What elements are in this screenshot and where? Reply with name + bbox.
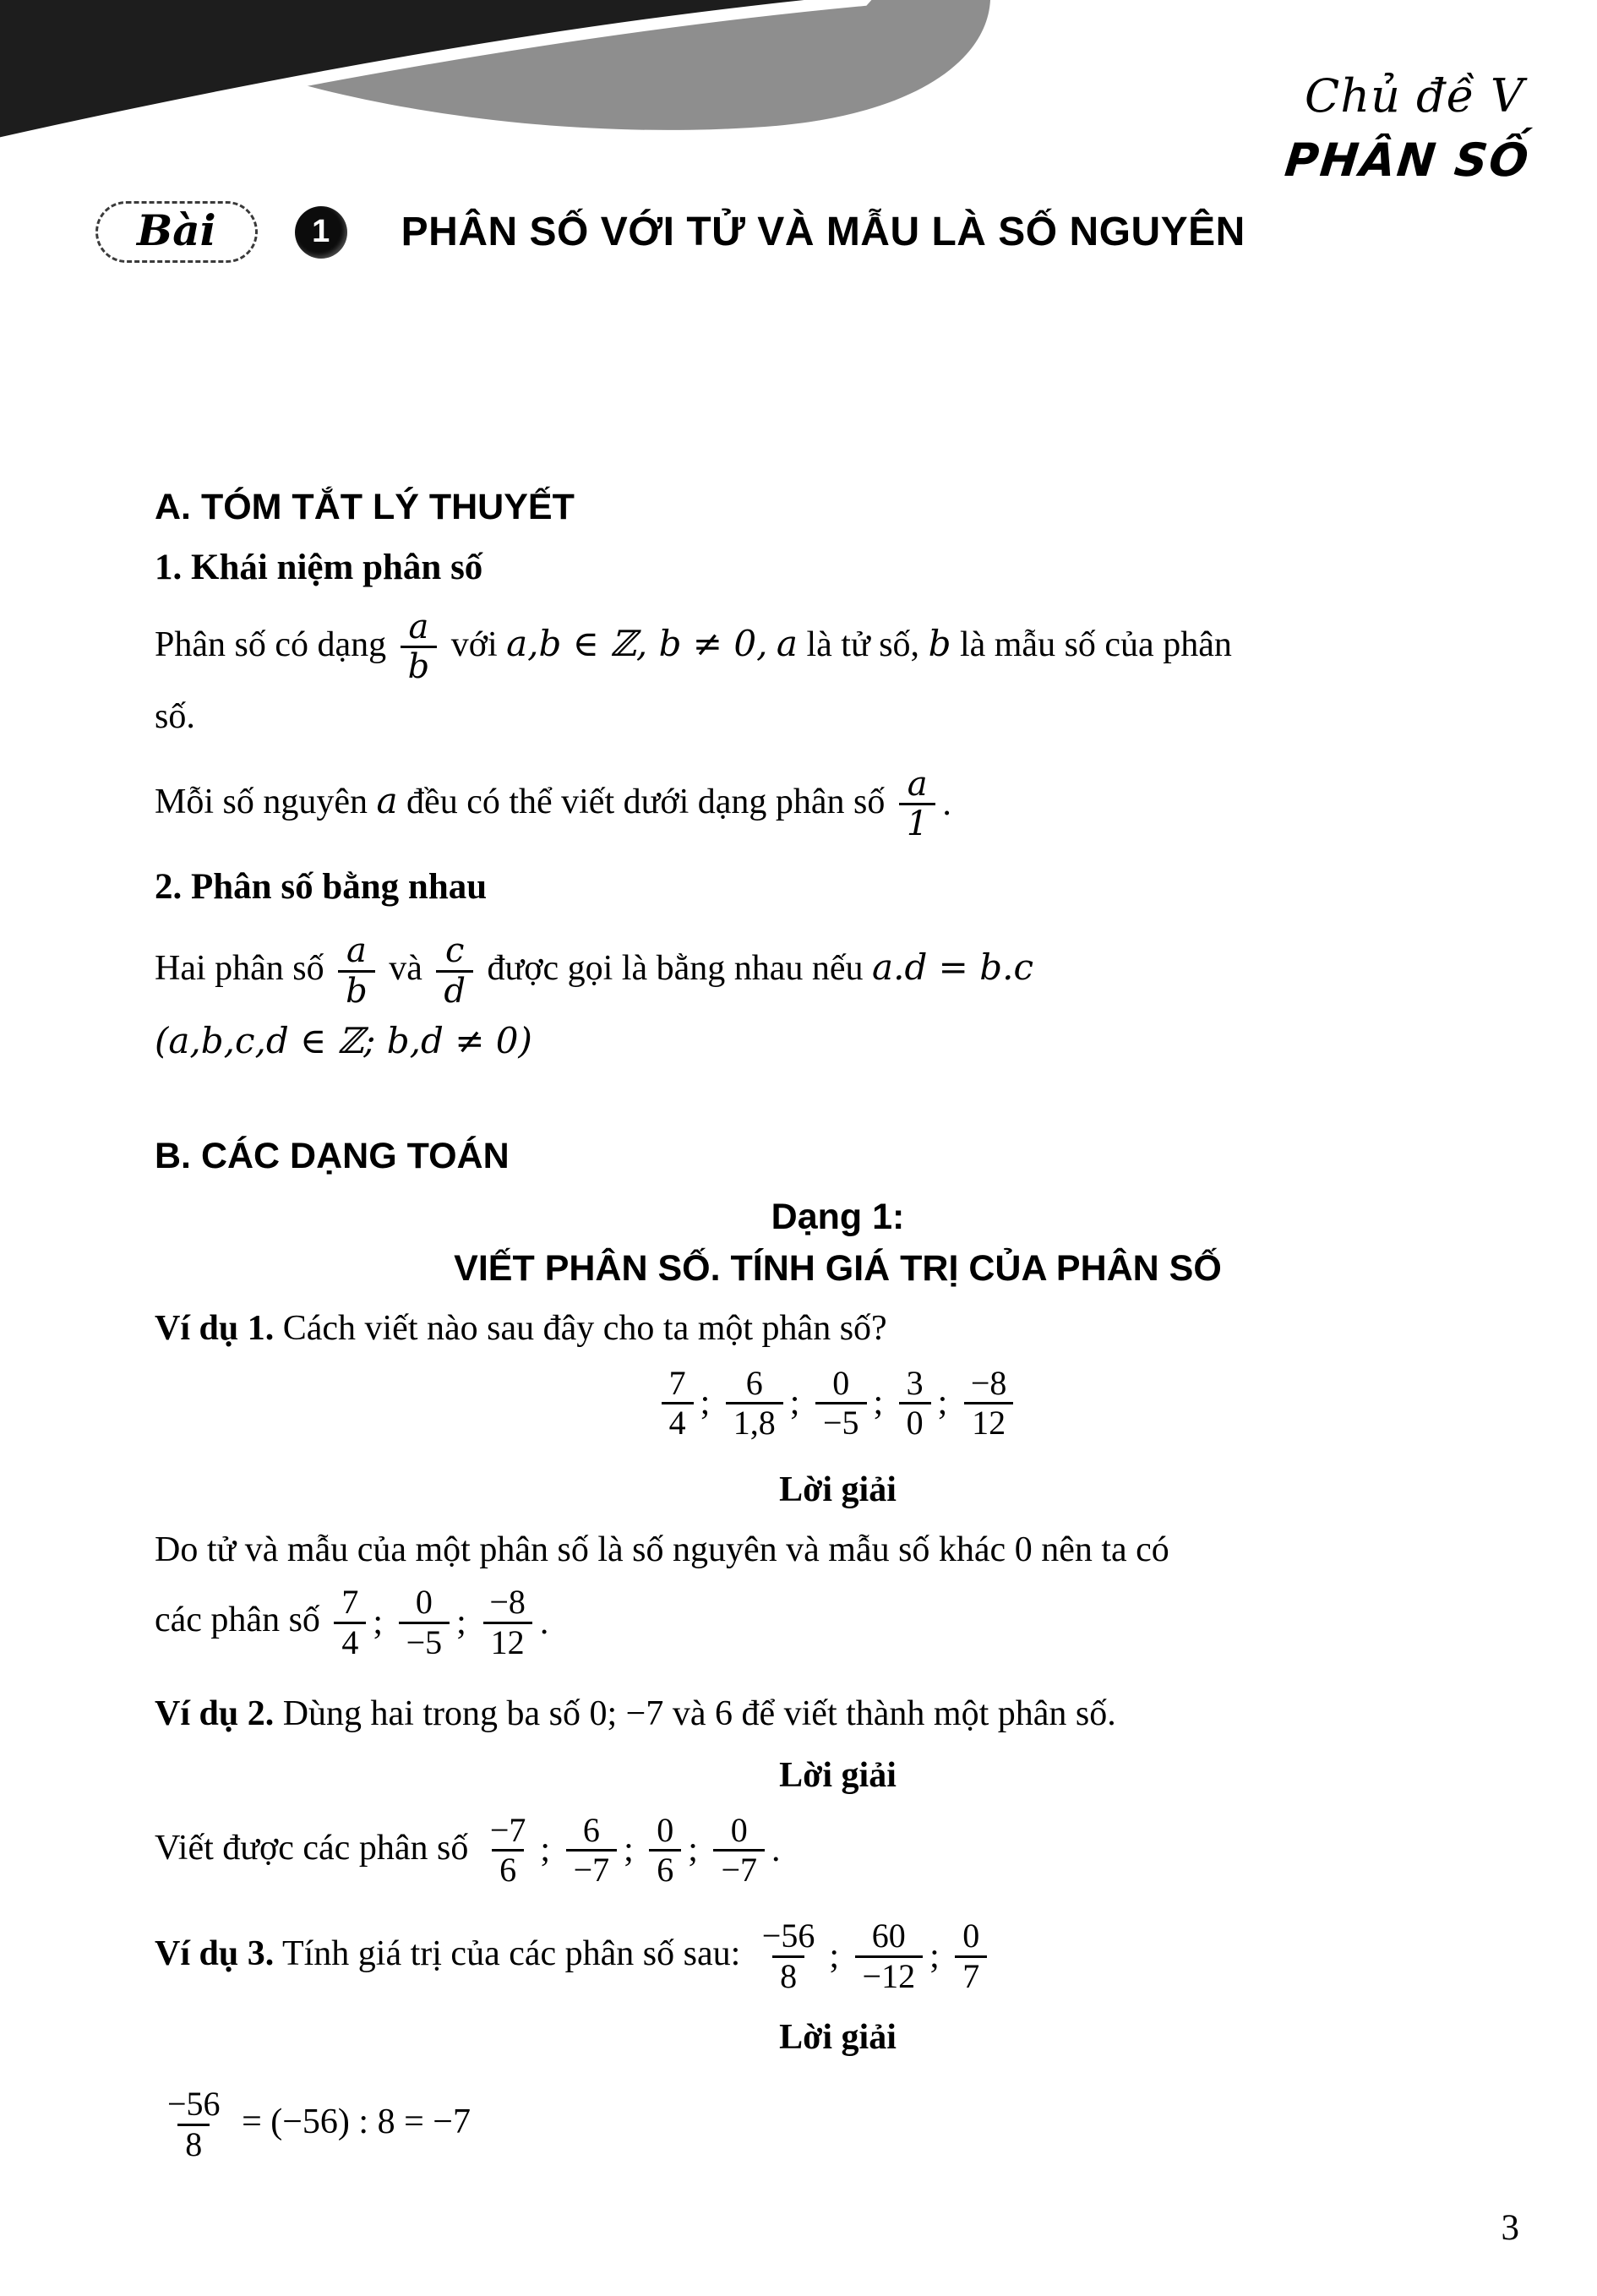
fraction-c-over-d (436, 932, 473, 1011)
separator: ; (829, 1936, 840, 1976)
fraction (713, 1812, 765, 1890)
example-3-statement (155, 1914, 1521, 1999)
fraction-denominator: −7 (566, 1849, 618, 1890)
fraction-denominator: −12 (855, 1955, 924, 1996)
fraction-numerator: c (445, 930, 465, 970)
example-1-question: Cách viết nào sau đây cho ta một phân số? (282, 1309, 887, 1349)
fraction (482, 1584, 533, 1662)
subsection-1-heading: 1. Khái niệm phân số (155, 547, 483, 587)
separator: . (942, 784, 951, 824)
page-number: 3 (1501, 2208, 1519, 2248)
fraction-numerator: 6 (745, 1363, 763, 1402)
example-1-solution-line-1: Do tử và mẫu của một phân số là số nguyên và mẫu số khác 0 nên ta có (155, 1530, 1169, 1569)
fraction-denominator: 7 (955, 1955, 987, 1996)
example-2-question: Dùng hai trong ba số 0; −7 và 6 để viết thành một phân số. (282, 1693, 1116, 1733)
example-1-solution-line-2 (155, 1580, 1521, 1666)
text-run: Mỗi số nguyên (155, 782, 368, 821)
math-run: a (776, 622, 798, 664)
fraction (726, 1365, 783, 1443)
fraction-numerator: 7 (668, 1363, 686, 1402)
fraction-numerator: 3 (906, 1363, 924, 1402)
fraction (662, 1365, 694, 1443)
separator: ; (929, 1936, 940, 1976)
example-2-label: Ví dụ 2. (155, 1693, 275, 1733)
lesson-number-circle (295, 206, 347, 259)
fraction-denominator: 8 (177, 2124, 210, 2164)
fraction-denominator: b (401, 646, 438, 686)
text-run: là mẫu số của phân (959, 624, 1232, 664)
fraction (160, 2086, 228, 2164)
theory-paragraph-2 (155, 762, 1521, 848)
fraction-numerator: −56 (761, 1917, 815, 1955)
math-run: b (928, 622, 951, 664)
math-run: a (376, 779, 398, 821)
example-3-question: Tính giá trị của các phân số sau: (281, 1934, 741, 1974)
fraction-numerator: −8 (489, 1583, 526, 1622)
example-1-fractions (155, 1361, 1521, 1447)
subject-title: PHÂN SỐ (1282, 134, 1533, 187)
fraction (482, 1812, 534, 1890)
fraction-numerator: −8 (970, 1363, 1007, 1402)
fraction (899, 1365, 931, 1443)
fraction-a-over-1 (899, 766, 935, 844)
separator: ; (789, 1383, 800, 1423)
fraction-denominator: b (338, 970, 375, 1011)
separator: ; (456, 1602, 466, 1642)
fraction-numerator: 60 (871, 1917, 906, 1955)
separator: ; (624, 1830, 634, 1870)
example-1-statement (155, 1306, 1521, 1352)
text-run: và (389, 948, 422, 988)
fraction-a-over-b (338, 932, 375, 1011)
fraction-denominator: 0 (899, 1402, 931, 1442)
lesson-badge-label: Bài (137, 205, 216, 255)
fraction-numerator: 0 (962, 1917, 980, 1955)
text-run: Viết được các phân số (155, 1828, 469, 1868)
solution-label: Lời giải (779, 1470, 897, 1510)
separator: ; (937, 1383, 948, 1423)
text-run: là tử số, (806, 624, 920, 664)
separator: ; (540, 1830, 551, 1870)
fraction-numerator: 0 (415, 1583, 433, 1622)
fraction (955, 1917, 987, 1996)
lesson-header (95, 201, 1245, 263)
separator: ; (873, 1383, 884, 1423)
lesson-badge (95, 201, 258, 263)
theory-paragraph-1-continuation: số. (155, 697, 195, 737)
topic-title: Chủ đề V (1305, 69, 1524, 123)
fraction (566, 1812, 618, 1890)
lesson-title: PHÂN SỐ VỚI TỬ VÀ MẪU LÀ SỐ NGUYÊN (401, 210, 1245, 254)
separator: ; (700, 1383, 711, 1423)
lesson-number: 1 (312, 214, 330, 249)
fraction-denominator: 4 (662, 1402, 694, 1442)
page-content (0, 483, 1597, 2168)
math-run: = (−56) : 8 = −7 (242, 2102, 471, 2142)
theory-paragraph-3 (155, 929, 1521, 1014)
fraction-denominator: 4 (334, 1622, 366, 1662)
fraction-denominator: 6 (492, 1849, 524, 1890)
text-run: Hai phân số (155, 948, 324, 988)
fraction-numerator: a (346, 930, 367, 970)
text-run: Phân số có dạng (155, 624, 387, 664)
fraction-denominator: −5 (815, 1402, 867, 1442)
subsection-2-heading: 2. Phân số bằng nhau (155, 867, 488, 908)
fraction (815, 1365, 867, 1443)
theory-condition: (a,b,c,d ∈ ℤ; b,d ≠ 0) (155, 1020, 532, 1062)
fraction-numerator: 6 (582, 1810, 600, 1849)
fraction (855, 1917, 924, 1996)
fraction (649, 1812, 681, 1890)
math-run: a,b ∈ ℤ, b ≠ 0, (506, 622, 768, 664)
fraction-numerator: 7 (341, 1583, 359, 1622)
fraction (334, 1584, 366, 1662)
fraction (755, 1917, 823, 1996)
example-2-solution-line (155, 1808, 1521, 1894)
text-run: đều có thể viết dưới dạng phân số (406, 782, 886, 821)
fraction-denominator: 1 (899, 803, 935, 843)
fraction-denominator: −5 (399, 1622, 450, 1662)
text-run: được gọi là bằng nhau nếu (487, 948, 864, 988)
fraction-numerator: −56 (167, 2085, 221, 2124)
fraction-numerator: 0 (730, 1810, 748, 1849)
fraction-denominator: 6 (649, 1849, 681, 1890)
section-a-heading: A. TÓM TẮT LÝ THUYẾT (155, 487, 575, 527)
fraction-denominator: d (436, 970, 473, 1011)
separator: ; (688, 1830, 698, 1870)
fraction-denominator: 8 (772, 1955, 804, 1996)
solution-label: Lời giải (779, 2017, 897, 2057)
fraction-denominator: 12 (483, 1622, 532, 1662)
fraction-denominator: 12 (964, 1402, 1013, 1442)
section-b-heading: B. CÁC DẠNG TOÁN (155, 1135, 510, 1176)
fraction-numerator: −7 (489, 1810, 526, 1849)
solution-label: Lời giải (779, 1756, 897, 1796)
fraction-numerator: 0 (832, 1363, 850, 1402)
separator: . (771, 1830, 781, 1870)
fraction-numerator: a (907, 764, 928, 804)
text-run: với (450, 624, 498, 664)
example-3-solution-line (155, 2082, 1521, 2168)
fraction (963, 1365, 1015, 1443)
fraction (399, 1584, 450, 1662)
fraction-numerator: 0 (657, 1810, 674, 1849)
example-3-label: Ví dụ 3. (155, 1934, 275, 1974)
separator: . (539, 1602, 549, 1642)
example-2-statement (155, 1691, 1521, 1737)
dang1-subheading: VIẾT PHÂN SỐ. TÍNH GIÁ TRỊ CỦA PHÂN SỐ (454, 1248, 1222, 1290)
separator: ; (373, 1602, 384, 1642)
math-run: a.d = b.c (872, 946, 1033, 988)
fraction-denominator: 1,8 (726, 1402, 783, 1442)
example-1-label: Ví dụ 1. (155, 1309, 275, 1349)
dang1-heading: Dạng 1: (771, 1196, 905, 1237)
fraction-denominator: −7 (713, 1849, 765, 1890)
fraction-numerator: a (408, 607, 429, 646)
text-run: các phân số (155, 1601, 320, 1639)
theory-paragraph-1 (155, 605, 1521, 690)
fraction-a-over-b (401, 608, 438, 687)
